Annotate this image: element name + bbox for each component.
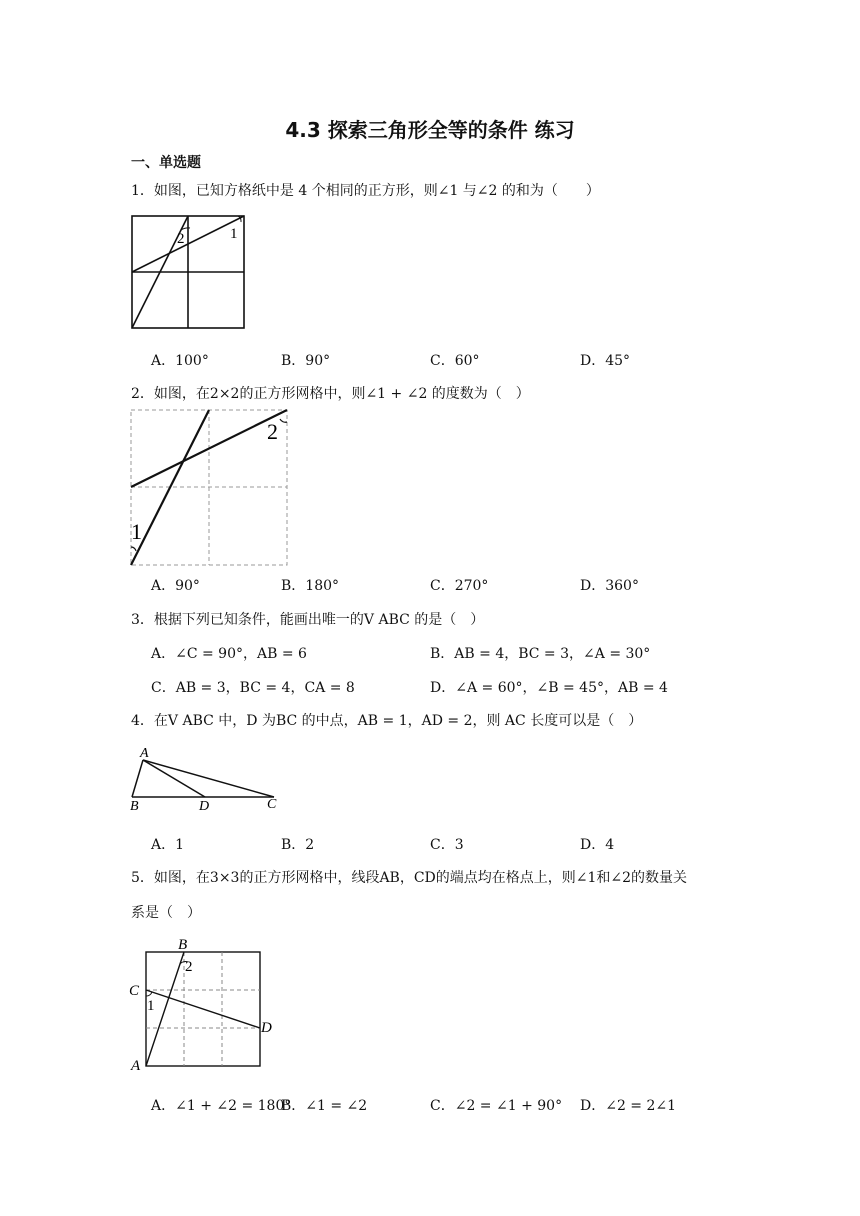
point-c-label: C [267, 797, 277, 812]
point-b-label: B [130, 799, 139, 814]
question-3-stem: 3．根据下列已知条件，能画出唯一的V ABC 的是（ ） [131, 612, 485, 628]
point-d-label: D [199, 799, 210, 814]
q4-option-d[interactable]: D．4 [580, 837, 615, 853]
q2-option-c[interactable]: C．270° [430, 578, 489, 594]
angle-2-label: 2 [267, 419, 278, 444]
question-5-figure [128, 934, 280, 1074]
q2-option-b[interactable]: B．180° [281, 578, 340, 594]
point-c-label: C [129, 983, 140, 999]
point-b-label: B [178, 937, 188, 953]
angle-2-label: 2 [177, 231, 185, 247]
q1-option-a[interactable]: A．100° [151, 353, 209, 369]
point-d-label: D [261, 1020, 272, 1036]
q5-option-b[interactable]: B．∠1 = ∠2 [281, 1098, 368, 1114]
q3-option-c[interactable]: C．AB = 3，BC = 4，CA = 8 [151, 680, 355, 696]
angle-2-label: 2 [185, 959, 193, 975]
q3-option-a[interactable]: A．∠C = 90°，AB = 6 [151, 646, 307, 662]
angle-1-label: 1 [131, 519, 142, 544]
question-4-figure [128, 742, 288, 814]
point-a-label: A [131, 1058, 141, 1074]
question-2-stem: 2．如图，在2×2的正方形网格中，则∠1 + ∠2 的度数为（ ） [131, 386, 530, 402]
q3-option-d[interactable]: D．∠A = 60°，∠B = 45°，AB = 4 [430, 680, 668, 696]
angle-1-label: 1 [147, 998, 155, 1014]
angle-1-label: 1 [230, 226, 238, 242]
section-heading: 一、单选题 [131, 155, 201, 171]
question-5-stem-line1: 5．如图，在3×3的正方形网格中，线段AB，CD的端点均在格点上，则∠1和∠2的数量关 [131, 870, 688, 886]
page-title: 4.3 探索三角形全等的条件 练习 [285, 118, 575, 142]
q3-option-b[interactable]: B．AB = 4，BC = 3，∠A = 30° [430, 646, 651, 662]
q5-option-d[interactable]: D．∠2 = 2∠1 [580, 1098, 677, 1114]
q1-option-d[interactable]: D．45° [580, 353, 631, 369]
q2-option-d[interactable]: D．360° [580, 578, 639, 594]
question-4-stem: 4．在V ABC 中，D 为BC 的中点，AB = 1，AD = 2，则 AC 长度可以是（ ） [131, 713, 643, 729]
q1-option-b[interactable]: B．90° [281, 353, 331, 369]
question-1-figure [128, 212, 248, 332]
question-1-stem: 1．如图，已知方格纸中是 4 个相同的正方形，则∠1 与∠2 的和为（ ） [131, 183, 600, 199]
q4-option-b[interactable]: B．2 [281, 837, 315, 853]
q4-option-a[interactable]: A．1 [151, 837, 185, 853]
q2-option-a[interactable]: A．90° [151, 578, 200, 594]
q5-option-a[interactable]: A．∠1 + ∠2 = 180° [151, 1098, 292, 1114]
question-5-stem-line2: 系是（ ） [131, 905, 201, 921]
q5-option-c[interactable]: C．∠2 = ∠1 + 90° [430, 1098, 563, 1114]
point-a-label: A [140, 746, 149, 761]
q1-option-c[interactable]: C．60° [430, 353, 480, 369]
question-2-figure [128, 406, 290, 568]
q4-option-c[interactable]: C．3 [430, 837, 464, 853]
